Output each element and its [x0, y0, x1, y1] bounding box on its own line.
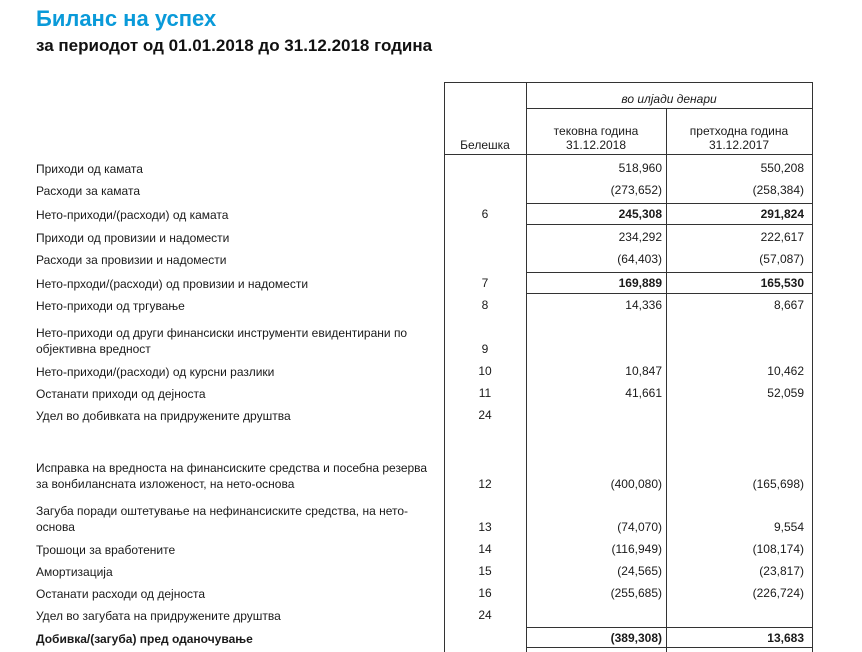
row-label: Расходи за камата [36, 184, 140, 198]
row-note: 7 [481, 276, 489, 290]
row-label: Нето-приходи од други финансиски инструменти евидентирани по објективна вредност [36, 326, 408, 356]
row-current: (389,308) [610, 631, 662, 645]
row-note: 24 [478, 408, 492, 422]
row-label: Загуба поради оштетување на нефинансиските средства, на нето-основа [36, 504, 409, 534]
table-line-header-bottom [444, 154, 813, 155]
row-prior: 222,617 [760, 230, 804, 244]
subtotal-line-interest [526, 203, 813, 204]
row-prior: (57,087) [759, 252, 804, 266]
prior-year-date: 31.12.2017 [708, 138, 770, 152]
row-prior: (23,817) [759, 564, 804, 578]
current-year-title: тековна година [553, 124, 639, 138]
row-note: 14 [478, 542, 492, 556]
row-current: 14,336 [625, 298, 662, 312]
row-prior: 52,059 [767, 386, 804, 400]
row-label: Удел во добивката на придружените друштва [36, 409, 291, 423]
row-note: 11 [478, 386, 492, 400]
prior-year-title: претходна година [689, 124, 789, 138]
row-note: 15 [478, 564, 492, 578]
row-label: Нето-приходи/(расходи) од курсни разлики [36, 365, 275, 379]
page-title: Биланс на успех [36, 6, 217, 31]
units-label: во илјади денари [621, 92, 717, 106]
note-column-header: Белешка [460, 138, 510, 152]
row-current: 245,308 [618, 207, 662, 221]
row-prior: 8,667 [773, 298, 804, 312]
row-prior: 291,824 [760, 207, 804, 221]
page-subtitle: за периодот од 01.01.2018 до 31.12.2018 година [36, 36, 433, 55]
row-note: 6 [481, 207, 489, 221]
row-prior: 9,554 [773, 520, 804, 534]
row-label: Останати расходи од дејноста [36, 587, 206, 601]
row-prior: 13,683 [767, 631, 804, 645]
table-line-col-divider [666, 108, 667, 652]
prior-year-header [666, 124, 812, 152]
row-label: Приходи од провизии и надомести [36, 231, 230, 245]
row-note: 13 [478, 520, 492, 534]
row-note: 24 [478, 608, 492, 622]
row-label: Нето-приходи од тргување [36, 299, 185, 313]
row-note: 12 [478, 477, 492, 491]
row-current: (400,080) [610, 477, 662, 491]
row-label: Останати приходи од дејноста [36, 387, 206, 401]
row-prior: 165,530 [760, 276, 804, 290]
table-line-right [812, 82, 813, 652]
table-line-top [444, 82, 813, 83]
row-label: Нето-прходи/(расходи) од провизии и надомести [36, 277, 309, 291]
row-label: Нето-приходи/(расходи) од камата [36, 208, 229, 222]
total-line-top [526, 627, 813, 628]
row-current: (255,685) [610, 586, 662, 600]
row-prior: (226,724) [752, 586, 804, 600]
subtotal-line-fees-bottom [526, 293, 813, 294]
row-label: Трошоци за вработените [36, 543, 176, 557]
row-note: 16 [478, 586, 492, 600]
row-label: Амортизација [36, 565, 113, 579]
row-note: 9 [481, 342, 489, 356]
row-label: Расходи за провизии и надомести [36, 253, 227, 267]
row-prior: 10,462 [767, 364, 804, 378]
row-note: 10 [478, 364, 492, 378]
row-current: (116,949) [611, 542, 662, 556]
row-prior: (108,174) [752, 542, 804, 556]
current-year-header [526, 124, 666, 152]
row-note: 8 [481, 298, 489, 312]
row-current: 10,847 [625, 364, 662, 378]
row-current: 169,889 [618, 276, 662, 290]
row-label: Исправка на вредноста на финансиските средства и посебна резерва за вонбилансната изложеност, на нето-основа [36, 461, 428, 491]
row-label: Добивка/(загуба) пред оданочување [36, 632, 253, 646]
row-current: 41,661 [625, 386, 662, 400]
row-current: 518,960 [618, 161, 662, 175]
row-prior: (165,698) [752, 477, 804, 491]
total-line-bottom [526, 647, 813, 648]
row-current: 234,292 [618, 230, 662, 244]
table-line-units [526, 108, 813, 109]
row-prior: 550,208 [760, 161, 804, 175]
row-label: Приходи од камата [36, 162, 143, 176]
row-current: (273,652) [610, 183, 662, 197]
row-current: (64,403) [617, 252, 662, 266]
row-current: (74,070) [617, 520, 662, 534]
row-current: (24,565) [617, 564, 662, 578]
current-year-date: 31.12.2018 [565, 138, 627, 152]
row-prior: (258,384) [752, 183, 804, 197]
row-label: Удел во загубата на придружените друштва [36, 609, 281, 623]
subtotal-line-fees [526, 272, 813, 273]
subtotal-line-interest-bottom [526, 224, 813, 225]
